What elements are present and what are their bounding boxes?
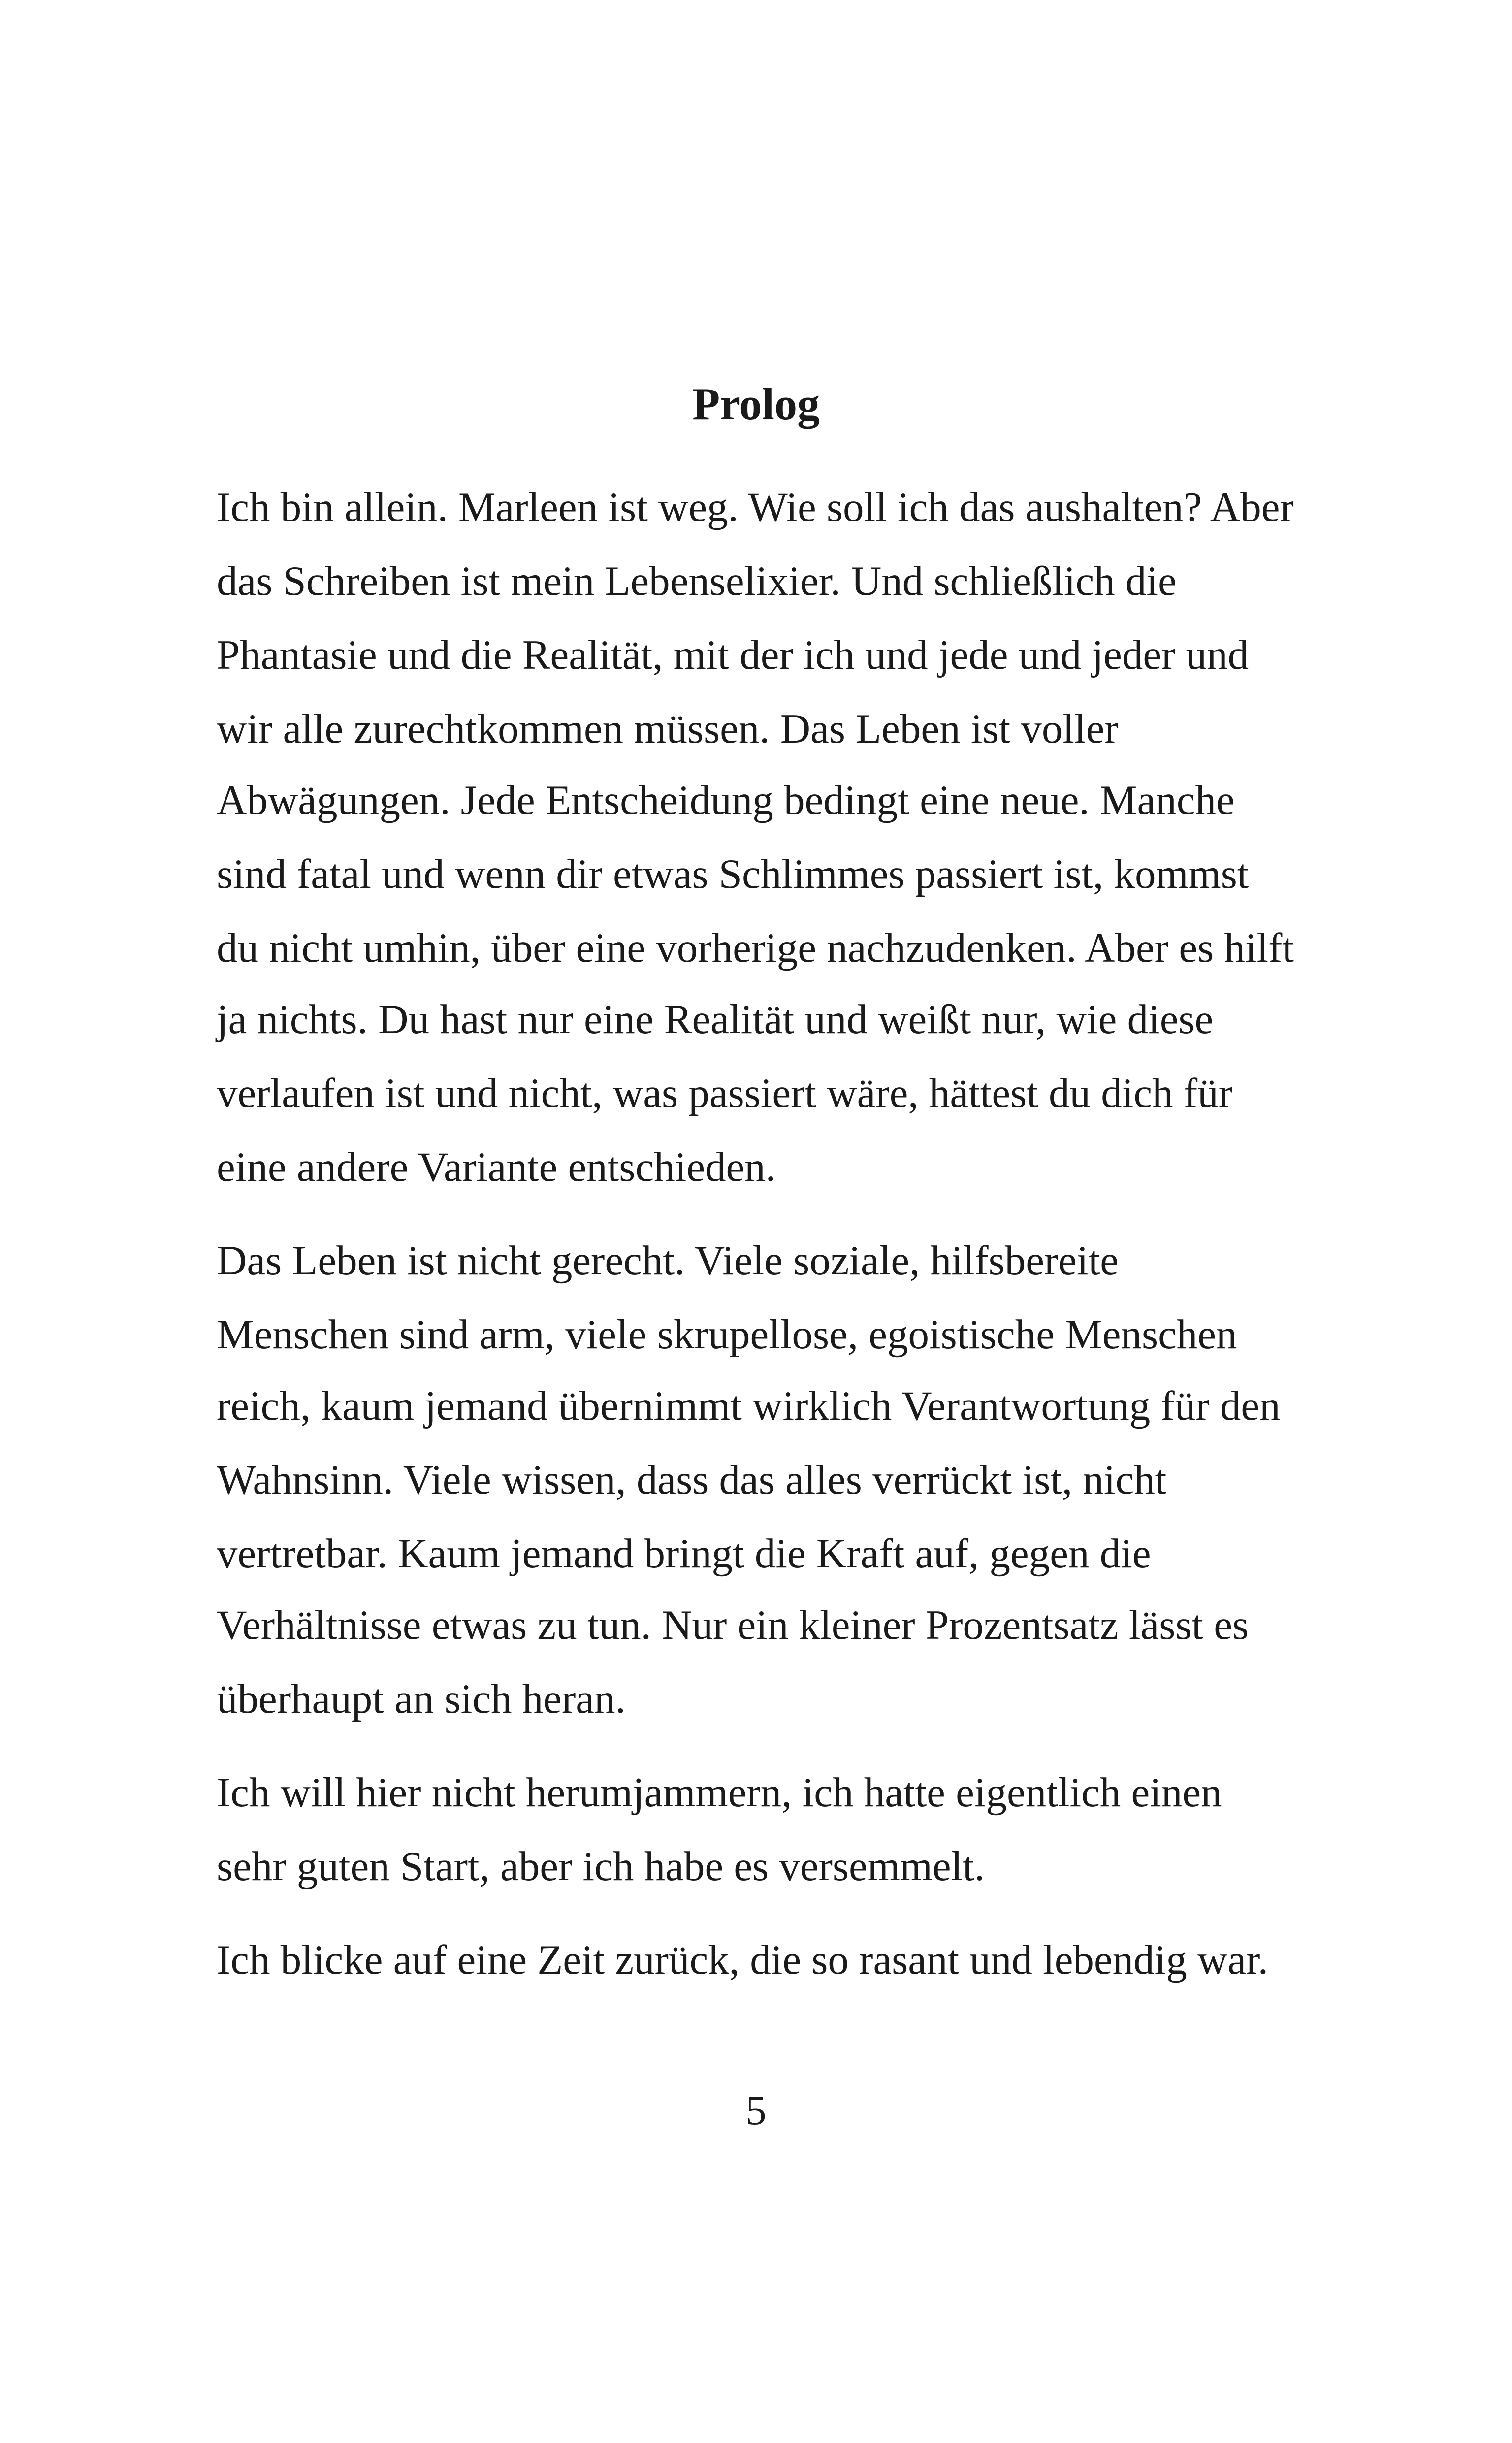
paragraph-1-line-7: du nicht umhin, über eine vorherige nachzudenken. Aber es hilft xyxy=(217,925,1294,971)
paragraph-3-line-2: sehr guten Start, aber ich habe es versemmelt. xyxy=(217,1843,985,1889)
paragraph-1-line-8: ja nichts. Du hast nur eine Realität und weißt nur, wie diese xyxy=(217,996,1214,1042)
paragraph-1-line-1: Ich bin allein. Marleen ist weg. Wie soll ich das aushalten? Aber xyxy=(217,484,1294,530)
paragraph-1-line-2: das Schreiben ist mein Lebenselixier. Und schließlich die xyxy=(217,558,1177,604)
paragraph-1-line-6: sind fatal und wenn dir etwas Schlimmes passiert ist, kommst xyxy=(217,851,1249,897)
paragraph-2-line-6: Verhältnisse etwas zu tun. Nur ein kleiner Prozentsatz lässt es xyxy=(217,1602,1249,1648)
paragraph-2-line-3: reich, kaum jemand übernimmt wirklich Verantwortung für den xyxy=(217,1383,1281,1429)
paragraph-3-line-1: Ich will hier nicht herumjammern, ich hatte eigentlich einen xyxy=(217,1769,1222,1816)
page-number: 5 xyxy=(745,2087,767,2134)
paragraph-1-line-4: wir alle zurechtkommen müssen. Das Leben ist voller xyxy=(217,706,1119,752)
paragraph-1-line-5: Abwägungen. Jede Entscheidung bedingt eine neue. Manche xyxy=(217,777,1235,823)
paragraph-1-line-3: Phantasie und die Realität, mit der ich und jede und jeder und xyxy=(217,632,1249,678)
paragraph-2-line-2: Menschen sind arm, viele skrupellose, egoistische Menschen xyxy=(217,1311,1237,1358)
paragraph-4-line-1: Ich blicke auf eine Zeit zurück, die so rasant und lebendig war. xyxy=(217,1937,1268,1983)
paragraph-2-line-1: Das Leben ist nicht gerecht. Viele soziale, hilfsbereite xyxy=(217,1238,1119,1284)
paragraph-1-line-9: verlaufen ist und nicht, was passiert wäre, hättest du dich für xyxy=(217,1070,1232,1116)
paragraph-2-line-7: überhaupt an sich heran. xyxy=(217,1676,626,1722)
paragraph-2-line-4: Wahnsinn. Viele wissen, dass das alles verrückt ist, nicht xyxy=(217,1457,1167,1503)
chapter-title: Prolog xyxy=(692,379,820,429)
paragraph-2-line-5: vertretbar. Kaum jemand bringt die Kraft auf, gegen die xyxy=(217,1531,1151,1577)
paragraph-1-line-10: eine andere Variante entschieden. xyxy=(217,1144,776,1190)
